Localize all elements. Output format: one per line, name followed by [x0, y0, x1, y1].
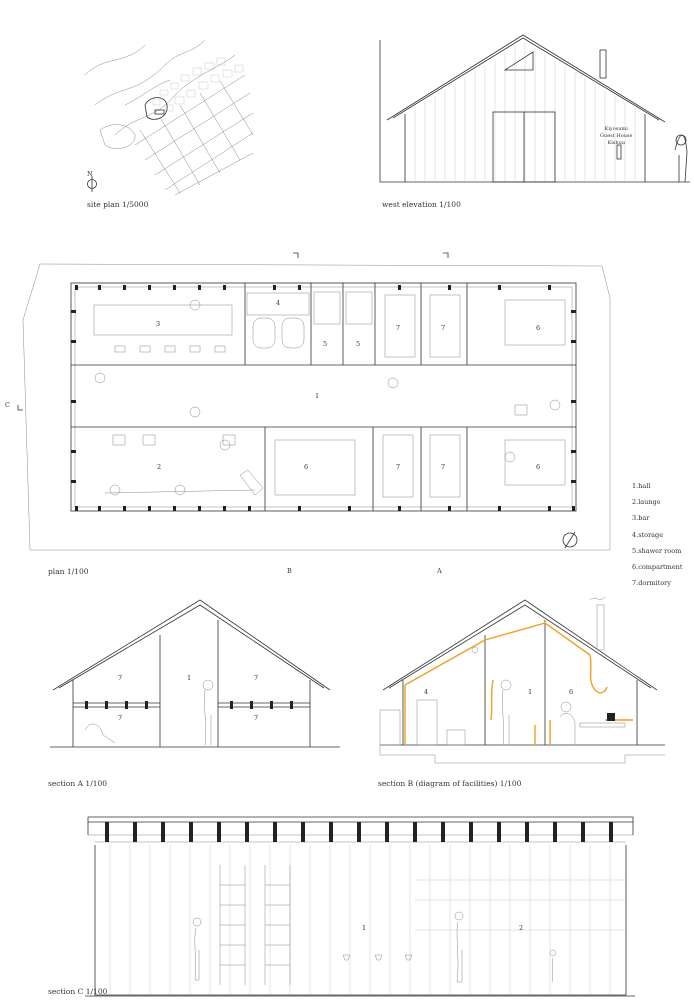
- section-a-room-7: 7: [118, 714, 123, 722]
- plan-caption: plan 1/100: [48, 567, 89, 576]
- section-c-room-1: 1: [362, 924, 367, 932]
- legend-item: 6.compartment: [632, 563, 683, 572]
- section-b-room-4: 4: [424, 688, 429, 696]
- section-marker-b: B: [287, 567, 292, 575]
- room-7-label: 7: [396, 463, 401, 471]
- elevation-sign-line: Kishuu: [607, 140, 626, 146]
- elevation-sign-line: Kiyosumi: [604, 126, 628, 132]
- room-6-label: 6: [304, 463, 309, 471]
- section-a-room-7: 7: [254, 674, 259, 682]
- section-b-drawing: [375, 595, 675, 775]
- room-4-label: 4: [276, 299, 281, 307]
- section-c-room-2: 2: [519, 924, 524, 932]
- room-6-label: 6: [536, 324, 541, 332]
- legend-item: 1.hall: [632, 482, 651, 490]
- room-2-label: 2: [157, 463, 162, 471]
- section-c-drawing: [85, 810, 645, 1000]
- section-a-caption: section A 1/100: [48, 779, 108, 788]
- room-7-label: 7: [441, 463, 446, 471]
- section-b-caption: section B (diagram of facilities) 1/100: [378, 779, 522, 788]
- north-label: N: [87, 170, 93, 178]
- section-b-room-6: 6: [569, 688, 574, 696]
- site-plan-drawing: [75, 35, 255, 195]
- west-elevation-caption: west elevation 1/100: [382, 200, 461, 209]
- room-7-label: 7: [396, 324, 401, 332]
- room-1-label: 1: [315, 392, 320, 400]
- legend-item: 5.shawer room: [632, 546, 682, 555]
- plan-drawing: [15, 250, 635, 580]
- room-6-label: 6: [536, 463, 541, 471]
- legend-item: 3.bar: [632, 514, 650, 523]
- section-a-room-7: 7: [118, 674, 123, 682]
- section-c-caption: section C 1/100: [48, 987, 108, 996]
- section-b-room-1: 1: [528, 688, 533, 696]
- elevation-sign: [600, 126, 632, 147]
- section-marker-c: C: [5, 401, 10, 409]
- legend-item: 2.launge: [632, 498, 661, 507]
- room-legend: [632, 478, 682, 591]
- section-a-room-1: 1: [187, 674, 192, 682]
- legend-item: 4.storage: [632, 530, 664, 539]
- section-marker-a: A: [437, 567, 442, 575]
- room-5-label: 5: [356, 340, 361, 348]
- section-a-room-7: 7: [254, 714, 259, 722]
- legend-item: 7.dormitory: [632, 579, 671, 588]
- west-elevation-drawing: [375, 30, 694, 200]
- elevation-sign-line: Guest House: [600, 133, 633, 139]
- room-7-label: 7: [441, 324, 446, 332]
- site-plan-caption: site plan 1/5000: [87, 200, 149, 209]
- room-3-label: 3: [156, 320, 161, 328]
- section-a-drawing: [45, 595, 345, 765]
- room-5-label: 5: [323, 340, 328, 348]
